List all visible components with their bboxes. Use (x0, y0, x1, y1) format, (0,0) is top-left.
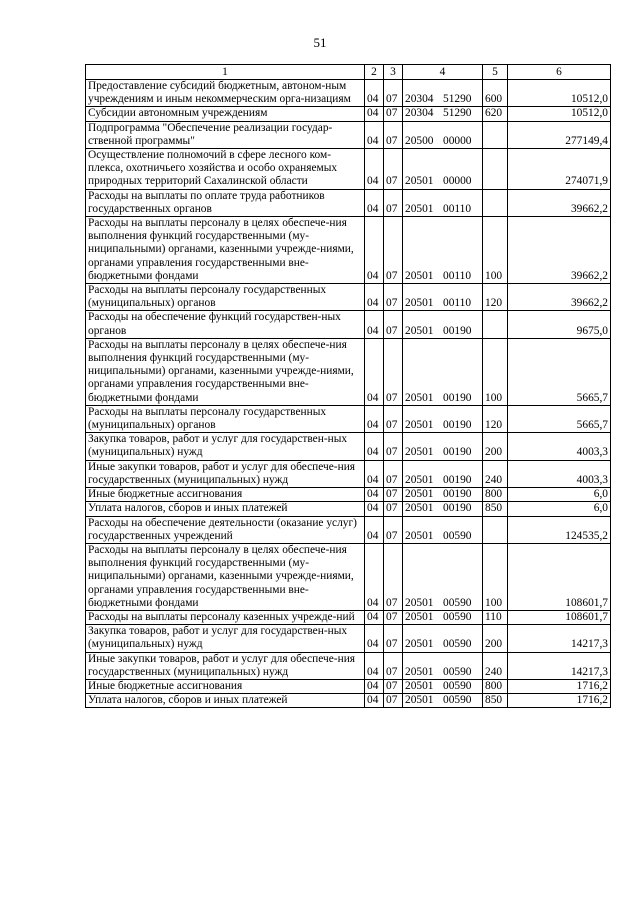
row-target-article-direction: 00590 (443, 610, 472, 623)
table-row (86, 488, 611, 502)
row-target-article-direction: 00190 (443, 391, 472, 404)
row-subsection-code: 07 (384, 311, 403, 338)
row-amount: 1716,2 (508, 679, 611, 693)
header-col-2: 2 (365, 65, 384, 80)
row-expense-type: 100 (483, 217, 508, 284)
row-subsection-code: 07 (384, 679, 403, 693)
row-amount: 277149,4 (508, 121, 611, 148)
row-amount: 14217,3 (508, 652, 611, 679)
row-name: Расходы на обеспечение функций государствен-ных органов (86, 311, 365, 338)
row-amount: 39662,2 (508, 284, 611, 311)
row-subsection-code: 07 (384, 460, 403, 487)
row-target-article-program: 20501 (405, 175, 434, 188)
row-target-article (403, 284, 483, 311)
row-target-article-program: 20501 (405, 419, 434, 432)
row-section-code: 04 (365, 460, 384, 487)
row-subsection-code: 07 (384, 694, 403, 708)
row-amount: 39662,2 (508, 189, 611, 216)
row-target-article-direction: 00000 (443, 134, 472, 147)
table-row (86, 217, 611, 284)
row-expense-type: 850 (483, 502, 508, 516)
row-name: Закупка товаров, работ и услуг для государствен-ных (муниципальных) нужд (86, 625, 365, 652)
row-amount: 108601,7 (508, 543, 611, 610)
row-target-article (403, 189, 483, 216)
row-section-code: 04 (365, 107, 384, 121)
table-row (86, 610, 611, 624)
row-target-article-program: 20500 (405, 134, 434, 147)
row-subsection-code: 07 (384, 121, 403, 148)
row-target-article-direction: 00590 (443, 665, 472, 678)
header-col-1: 1 (86, 65, 365, 80)
row-expense-type: 600 (483, 80, 508, 107)
row-target-article (403, 338, 483, 405)
row-target-article (403, 107, 483, 121)
row-target-article (403, 460, 483, 487)
table-header (86, 65, 611, 80)
table-row (86, 694, 611, 708)
row-target-article-direction: 00590 (443, 529, 472, 542)
row-section-code: 04 (365, 679, 384, 693)
row-expense-type: 100 (483, 338, 508, 405)
table-row (86, 284, 611, 311)
table-row (86, 502, 611, 516)
row-target-article-direction: 51290 (443, 107, 472, 120)
row-name: Расходы на выплаты по оплате труда работников государственных органов (86, 189, 365, 216)
row-name: Предоставление субсидий бюджетным, автоном-ным учреждениям и иным некоммерческим орга-низациям (86, 80, 365, 107)
table-row (86, 189, 611, 216)
row-target-article-direction: 00590 (443, 596, 472, 609)
row-amount: 9675,0 (508, 311, 611, 338)
row-target-article (403, 543, 483, 610)
row-subsection-code: 07 (384, 107, 403, 121)
row-section-code: 04 (365, 338, 384, 405)
row-target-article (403, 80, 483, 107)
row-expense-type (483, 189, 508, 216)
row-name: Уплата налогов, сборов и иных платежей (86, 694, 365, 708)
table-row (86, 149, 611, 190)
row-section-code: 04 (365, 488, 384, 502)
row-target-article-program: 20501 (405, 488, 434, 501)
row-section-code: 04 (365, 433, 384, 460)
row-section-code: 04 (365, 80, 384, 107)
row-target-article (403, 652, 483, 679)
row-target-article-direction: 00590 (443, 638, 472, 651)
row-name: Иные закупки товаров, работ и услуг для обеспече-ния государственных (муниципальных) нужд (86, 652, 365, 679)
row-target-article-direction: 00190 (443, 446, 472, 459)
row-name: Иные бюджетные ассигнования (86, 679, 365, 693)
table-row (86, 121, 611, 148)
row-target-article-direction: 00110 (443, 202, 472, 215)
row-expense-type: 800 (483, 488, 508, 502)
row-target-article (403, 149, 483, 190)
row-target-article-direction: 00000 (443, 175, 472, 188)
row-name: Расходы на обеспечение деятельности (оказание услуг) государственных учреждений (86, 516, 365, 543)
table-body (86, 80, 611, 708)
row-target-article (403, 625, 483, 652)
header-col-5: 5 (483, 65, 508, 80)
row-section-code: 04 (365, 121, 384, 148)
row-target-article-direction: 00190 (443, 324, 472, 337)
row-target-article (403, 516, 483, 543)
row-amount: 124535,2 (508, 516, 611, 543)
table-row (86, 516, 611, 543)
row-subsection-code: 07 (384, 80, 403, 107)
row-amount: 5665,7 (508, 338, 611, 405)
row-target-article (403, 502, 483, 516)
row-subsection-code: 07 (384, 433, 403, 460)
row-target-article (403, 694, 483, 708)
row-target-article-direction: 00190 (443, 488, 472, 501)
row-amount: 4003,3 (508, 460, 611, 487)
row-name: Иные бюджетные ассигнования (86, 488, 365, 502)
row-section-code: 04 (365, 405, 384, 432)
row-amount: 10512,0 (508, 80, 611, 107)
row-target-article-program: 20501 (405, 324, 434, 337)
row-target-article-program: 20501 (405, 202, 434, 215)
row-target-article-program: 20501 (405, 529, 434, 542)
header-col-6: 6 (508, 65, 611, 80)
row-target-article-program: 20501 (405, 665, 434, 678)
row-expense-type: 200 (483, 625, 508, 652)
row-name: Закупка товаров, работ и услуг для государствен-ных (муниципальных) нужд (86, 433, 365, 460)
header-row (86, 65, 611, 80)
table-row (86, 625, 611, 652)
row-name: Расходы на выплаты персоналу в целях обеспече-ния выполнения функций государственными (му-ниципальными) органами, казенными учрежде-ниями, органами управления государственными вне-бюджетными фондами (86, 217, 365, 284)
row-amount: 4003,3 (508, 433, 611, 460)
row-subsection-code: 07 (384, 149, 403, 190)
row-amount: 5665,7 (508, 405, 611, 432)
row-name: Расходы на выплаты персоналу казенных учрежде-ний (86, 610, 365, 624)
row-section-code: 04 (365, 189, 384, 216)
row-target-article (403, 311, 483, 338)
table-row (86, 80, 611, 107)
table-row (86, 338, 611, 405)
row-name: Расходы на выплаты персоналу в целях обеспече-ния выполнения функций государственными (му-ниципальными) органами, казенными учрежде-ниями, органами управления государственными вне-бюджетными фондами (86, 543, 365, 610)
row-expense-type: 850 (483, 694, 508, 708)
row-subsection-code: 07 (384, 543, 403, 610)
row-target-article (403, 121, 483, 148)
row-amount: 108601,7 (508, 610, 611, 624)
row-name: Осуществление полномочий в сфере лесного ком-плекса, охотничьего хозяйства и особо охраняемых природных территорий Сахалинской области (86, 149, 365, 190)
row-subsection-code: 07 (384, 652, 403, 679)
row-target-article-direction: 00590 (443, 694, 472, 707)
row-target-article-program: 20304 (405, 107, 434, 120)
row-subsection-code: 07 (384, 284, 403, 311)
row-section-code: 04 (365, 610, 384, 624)
row-amount: 6,0 (508, 488, 611, 502)
row-section-code: 04 (365, 284, 384, 311)
row-target-article-direction: 00190 (443, 502, 472, 515)
row-target-article (403, 610, 483, 624)
table-row (86, 311, 611, 338)
row-subsection-code: 07 (384, 189, 403, 216)
header-col-3: 3 (384, 65, 403, 80)
row-target-article-program: 20501 (405, 596, 434, 609)
row-subsection-code: 07 (384, 610, 403, 624)
row-target-article (403, 405, 483, 432)
row-target-article-program: 20501 (405, 610, 434, 623)
table-row (86, 652, 611, 679)
row-target-article-program: 20501 (405, 446, 434, 459)
row-expense-type: 100 (483, 543, 508, 610)
row-section-code: 04 (365, 543, 384, 610)
row-target-article (403, 433, 483, 460)
row-target-article-direction: 00110 (443, 297, 472, 310)
row-expense-type: 200 (483, 433, 508, 460)
table-row (86, 433, 611, 460)
row-target-article-direction: 00590 (443, 679, 472, 692)
row-name: Подпрограмма "Обеспечение реализации государ-ственной программы" (86, 121, 365, 148)
row-target-article-program: 20501 (405, 269, 434, 282)
row-name: Расходы на выплаты персоналу в целях обеспече-ния выполнения функций государственными (му-ниципальными) органами, казенными учрежде-ниями, органами управления государственными вне-бюджетными фондами (86, 338, 365, 405)
row-expense-type: 110 (483, 610, 508, 624)
row-section-code: 04 (365, 502, 384, 516)
row-section-code: 04 (365, 625, 384, 652)
table-row (86, 107, 611, 121)
table-row (86, 679, 611, 693)
row-section-code: 04 (365, 311, 384, 338)
row-target-article-program: 20304 (405, 93, 434, 106)
row-name: Уплата налогов, сборов и иных платежей (86, 502, 365, 516)
row-subsection-code: 07 (384, 405, 403, 432)
row-target-article-program: 20501 (405, 473, 434, 486)
row-expense-type: 120 (483, 284, 508, 311)
row-amount: 10512,0 (508, 107, 611, 121)
table-row (86, 543, 611, 610)
row-expense-type: 120 (483, 405, 508, 432)
row-expense-type: 800 (483, 679, 508, 693)
budget-table (85, 64, 611, 708)
row-expense-type (483, 149, 508, 190)
row-target-article-direction: 00110 (443, 269, 472, 282)
row-subsection-code: 07 (384, 625, 403, 652)
row-amount: 14217,3 (508, 625, 611, 652)
row-target-article-program: 20501 (405, 694, 434, 707)
row-amount: 274071,9 (508, 149, 611, 190)
table-row (86, 405, 611, 432)
row-target-article-program: 20501 (405, 638, 434, 651)
row-amount: 1716,2 (508, 694, 611, 708)
row-target-article (403, 217, 483, 284)
header-col-4: 4 (403, 65, 483, 80)
row-subsection-code: 07 (384, 516, 403, 543)
row-target-article-program: 20501 (405, 391, 434, 404)
row-target-article-direction: 51290 (443, 93, 472, 106)
row-expense-type: 240 (483, 652, 508, 679)
row-target-article-direction: 00190 (443, 473, 472, 486)
row-name: Иные закупки товаров, работ и услуг для обеспече-ния государственных (муниципальных) нужд (86, 460, 365, 487)
row-target-article-program: 20501 (405, 679, 434, 692)
row-section-code: 04 (365, 149, 384, 190)
row-expense-type: 240 (483, 460, 508, 487)
row-subsection-code: 07 (384, 338, 403, 405)
row-target-article (403, 679, 483, 693)
row-subsection-code: 07 (384, 488, 403, 502)
row-target-article-direction: 00190 (443, 419, 472, 432)
row-expense-type (483, 121, 508, 148)
row-amount: 39662,2 (508, 217, 611, 284)
row-section-code: 04 (365, 694, 384, 708)
row-expense-type: 620 (483, 107, 508, 121)
row-name: Расходы на выплаты персоналу государственных (муниципальных) органов (86, 405, 365, 432)
row-section-code: 04 (365, 516, 384, 543)
row-section-code: 04 (365, 217, 384, 284)
row-name: Расходы на выплаты персоналу государственных (муниципальных) органов (86, 284, 365, 311)
row-subsection-code: 07 (384, 502, 403, 516)
row-section-code: 04 (365, 652, 384, 679)
row-name: Субсидии автономным учреждениям (86, 107, 365, 121)
row-expense-type (483, 311, 508, 338)
row-subsection-code: 07 (384, 217, 403, 284)
row-target-article (403, 488, 483, 502)
table-row (86, 460, 611, 487)
row-target-article-program: 20501 (405, 502, 434, 515)
page-number: 51 (313, 35, 327, 50)
row-target-article-program: 20501 (405, 297, 434, 310)
row-amount: 6,0 (508, 502, 611, 516)
row-expense-type (483, 516, 508, 543)
